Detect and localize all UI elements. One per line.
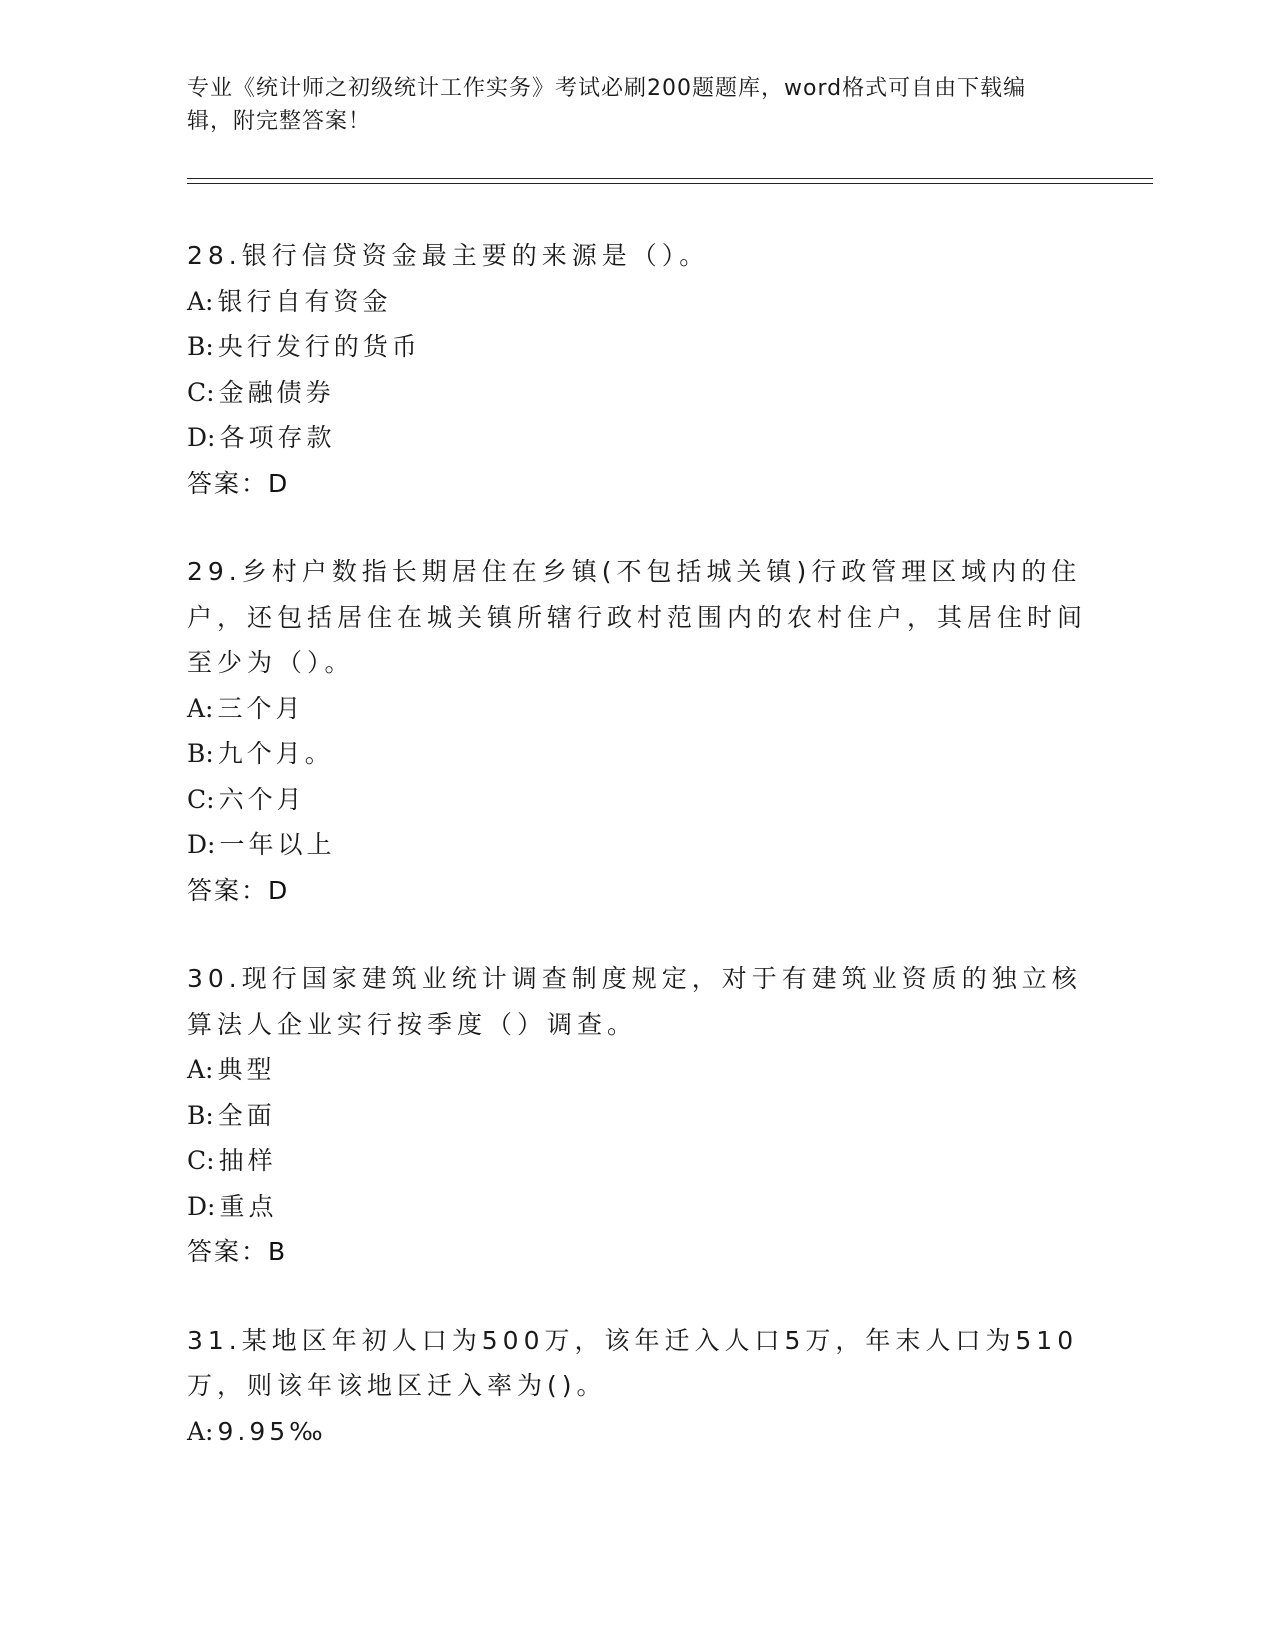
question-text: 29.乡村户数指长期居住在乡镇(不包括城关镇)行政管理区域内的住户，还包括居住在城关镇所辖行政村范围内的农村住户，其居住时间至少为（）。 [187,557,1088,677]
option-d [187,822,1087,868]
question-28 [187,233,1087,506]
document-header: 专业《统计师之初级统计工作实务》考试必刷200题题库，word格式可自由下载编辑，附完整答案！ [187,76,1027,134]
option-d [187,415,1087,461]
option-text: 三个月 [217,693,305,723]
option-text: 全面 [217,1100,276,1130]
option-text: 九个月。 [217,739,334,768]
question-30 [187,956,1087,1275]
option-text: 重点 [219,1191,278,1221]
option-text: 六个月 [218,784,306,814]
option-b [187,731,1087,777]
option-c [187,1138,1087,1184]
option-text: 抽样 [218,1146,277,1175]
answer-line: 答案：B [187,1237,288,1266]
option-letter: A: [187,693,214,723]
option-b [187,1093,1087,1139]
option-letter: D: [187,423,216,452]
option-text: 金融债券 [218,377,335,407]
option-letter: D: [187,1191,216,1221]
option-letter: A: [187,1055,214,1084]
answer-line: 答案：D [187,875,290,905]
option-letter: D: [187,830,216,859]
option-a [187,279,1087,325]
option-letter: B: [187,739,214,768]
question-text: 31.某地区年初人口为500万，该年迁入人口5万，年末人口为510万，则该年该地区迁入率为()。 [187,1325,1079,1400]
option-letter: C: [187,377,215,407]
question-text: 30.现行国家建筑业统计调查制度规定，对于有建筑业资质的独立核算法人企业实行按季度（）调查。 [187,964,1082,1039]
option-text: 银行自有资金 [217,286,392,316]
option-c [187,777,1087,823]
question-29 [187,549,1087,913]
answer-line: 答案：D [187,468,290,498]
option-letter: C: [187,784,215,814]
option-text: 典型 [217,1055,276,1084]
option-a [187,1047,1087,1093]
option-text: 9.95‰ [217,1416,327,1446]
header-rule-top [187,178,1153,179]
option-letter: A: [187,286,214,316]
question-31 [187,1318,1087,1455]
option-c [187,370,1087,416]
option-b [187,324,1087,370]
header-rule-bottom [187,183,1153,184]
option-text: 央行发行的货币 [217,332,421,361]
option-letter: B: [187,332,214,361]
question-text: 28.银行信贷资金最主要的来源是（）。 [187,241,710,270]
option-letter: C: [187,1146,215,1175]
option-text: 一年以上 [219,830,336,859]
option-text: 各项存款 [219,423,336,452]
option-letter: B: [187,1100,214,1130]
question-list [187,233,1087,1497]
option-d [187,1184,1087,1230]
option-letter: A: [187,1416,214,1446]
option-a [187,1409,1087,1455]
option-a [187,686,1087,732]
